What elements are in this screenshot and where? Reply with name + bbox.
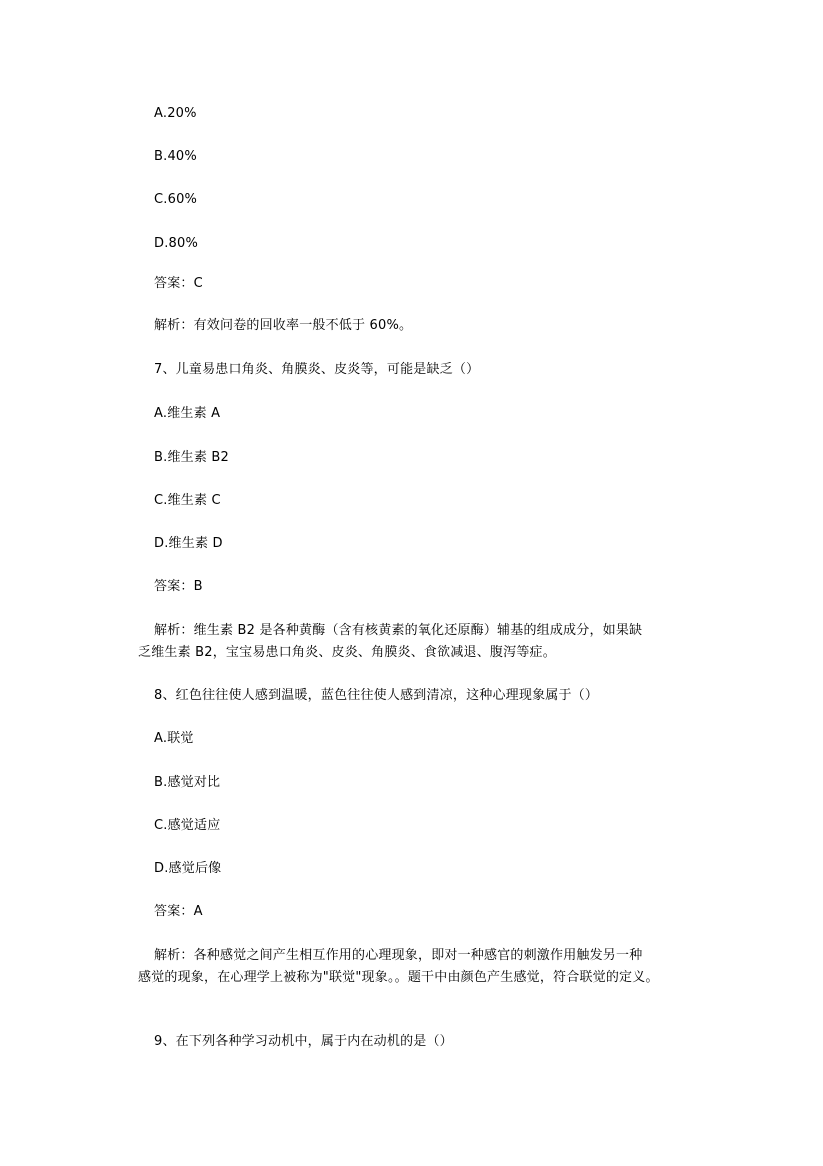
q8-answer: 答案：A — [154, 904, 203, 919]
q9-question: 9、在下列各种学习动机中，属于内在动机的是（） — [154, 1034, 453, 1049]
q7-question: 7、儿童易患口角炎、角膜炎、皮炎等，可能是缺乏（） — [154, 362, 480, 377]
q6-analysis: 解析：有效问卷的回收率一般不低于 60%。 — [154, 318, 413, 333]
q7-analysis-line1: 解析：维生素 B2 是各种黄酶（含有核黄素的氧化还原酶）辅基的组成成分，如果缺 — [154, 623, 643, 638]
q6-option-a: A.20% — [154, 106, 197, 121]
q7-option-b: B.维生素 B2 — [154, 450, 229, 465]
q8-option-c: C.感觉适应 — [154, 818, 221, 833]
q6-option-d: D.80% — [154, 236, 199, 251]
q6-option-b: B.40% — [154, 149, 197, 164]
q7-answer: 答案：B — [154, 579, 203, 594]
q7-option-a: A.维生素 A — [154, 406, 221, 421]
q8-analysis-line2: 感觉的现象，在心理学上被称为"联觉"现象。。题干中由颜色产生感觉，符合联觉的定义。 — [138, 970, 659, 985]
q6-option-c: C.60% — [154, 192, 198, 207]
q7-analysis-line2: 乏维生素 B2，宝宝易患口角炎、皮炎、角膜炎、食欲减退、腹泻等症。 — [138, 645, 556, 660]
q8-option-d: D.感觉后像 — [154, 861, 222, 876]
q7-option-d: D.维生素 D — [154, 536, 223, 551]
q8-question: 8、红色往往使人感到温暖，蓝色往往使人感到清凉，这种心理现象属于（） — [154, 688, 599, 703]
q8-option-b: B.感觉对比 — [154, 775, 221, 790]
q8-analysis-line1: 解析：各种感觉之间产生相互作用的心理现象，即对一种感官的刺激作用触发另一种 — [154, 948, 643, 963]
q8-option-a: A.联觉 — [154, 731, 194, 746]
q7-option-c: C.维生素 C — [154, 493, 221, 508]
q6-answer: 答案：C — [154, 276, 203, 291]
